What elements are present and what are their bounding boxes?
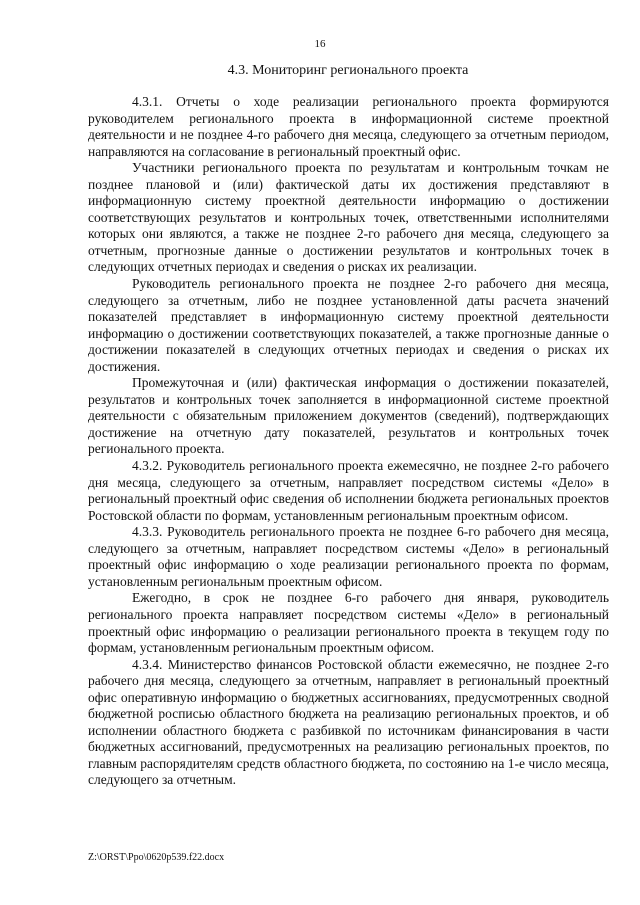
paragraph-4-3-4: 4.3.4. Министерство финансов Ростовской области ежемесячно, не позднее 2-го рабочего дня месяца, следующего за отчетным, направляет в региональный проектный офис оперативную информацию о бюджетных ассигнованиях, предусмотренных сводной бюджетной росписью областного бюджета на реализацию региональных проектов, и об исполнении областного бюджета с разбивкой по источникам финансирования в части бюджетных ассигнований, предусмотренных на реализацию региональных проектов, по главным распорядителям средств областного бюджета, по состоянию на 1-е число месяца, следующего за отчетным.	[88, 656, 609, 788]
paragraph-4-3-1: 4.3.1. Отчеты о ходе реализации регионального проекта формируются руководителем регионального проекта в информационной системе проектной деятельности и не позднее 4-го рабочего дня месяца, следующего за отчетным периодом, направляются на согласование в региональный проектный офис.	[88, 94, 609, 159]
section-title: 4.3. Мониторинг регионального проекта	[227, 63, 469, 78]
paragraph-4-3-2: 4.3.2. Руководитель регионального проекта ежемесячно, не позднее 2-го рабочего дня месяца, следующего за отчетным, направляет посредством системы «Дело» в региональный проектный офис сведения об исполнении бюджета региональных проектов Ростовской области по формам, установленным региональным проектным офисом.	[88, 458, 609, 523]
page-number: 16	[314, 38, 326, 50]
paragraph-annual: Ежегодно, в срок не позднее 6-го рабочего дня января, руководитель регионального проекта направляет посредством системы «Дело» в региональный проектный офис информацию о реализации регионального проекта в текущем году по формам, установленным региональным проектным офисом.	[88, 590, 609, 656]
paragraph-project-head: Руководитель регионального проекта не позднее 2-го рабочего дня месяца, следующего за отчетным, либо не позднее установленной даты расчета значений показателей представляет в информационную систему проектной деятельности информацию о достижении соответствующих показателей, а также прогнозные данные о достижении показателей в следующих отчетных периодах и сведения о рисках их достижения.	[88, 276, 609, 374]
footer-file-path: Z:\ORST\Ppo\0620p539.f22.docx	[88, 852, 225, 863]
paragraph-interim-info: Промежуточная и (или) фактическая информация о достижении показателей, результатов и контрольных точек заполняется в информационной системе проектной деятельности с обязательным приложением документов (сведений), подтверждающих достижение на отчетную дату показателей, результатов и контрольных точек регионального проекта.	[88, 375, 609, 457]
paragraph-participants: Участники регионального проекта по результатам и контрольным точкам не позднее плановой и (или) фактической даты их достижения представляют в информационную систему проектной деятельности информацию о достижении соответствующих результатов и контрольных точек, ответственными исполнителями которых они являются, а также не позднее 2-го рабочего дня месяца, следующего за отчетным, прогнозные данные о достижении результатов и контрольных точек в следующих отчетных периодах и сведения о рисках их реализации.	[88, 160, 609, 275]
paragraph-4-3-3: 4.3.3. Руководитель регионального проекта не позднее 6-го рабочего дня месяца, следующего за отчетным, направляет посредством системы «Дело» в региональный проектный офис информацию о ходе реализации регионального проекта по формам, установленным региональным проектным офисом.	[88, 524, 609, 589]
document-body	[88, 94, 609, 789]
